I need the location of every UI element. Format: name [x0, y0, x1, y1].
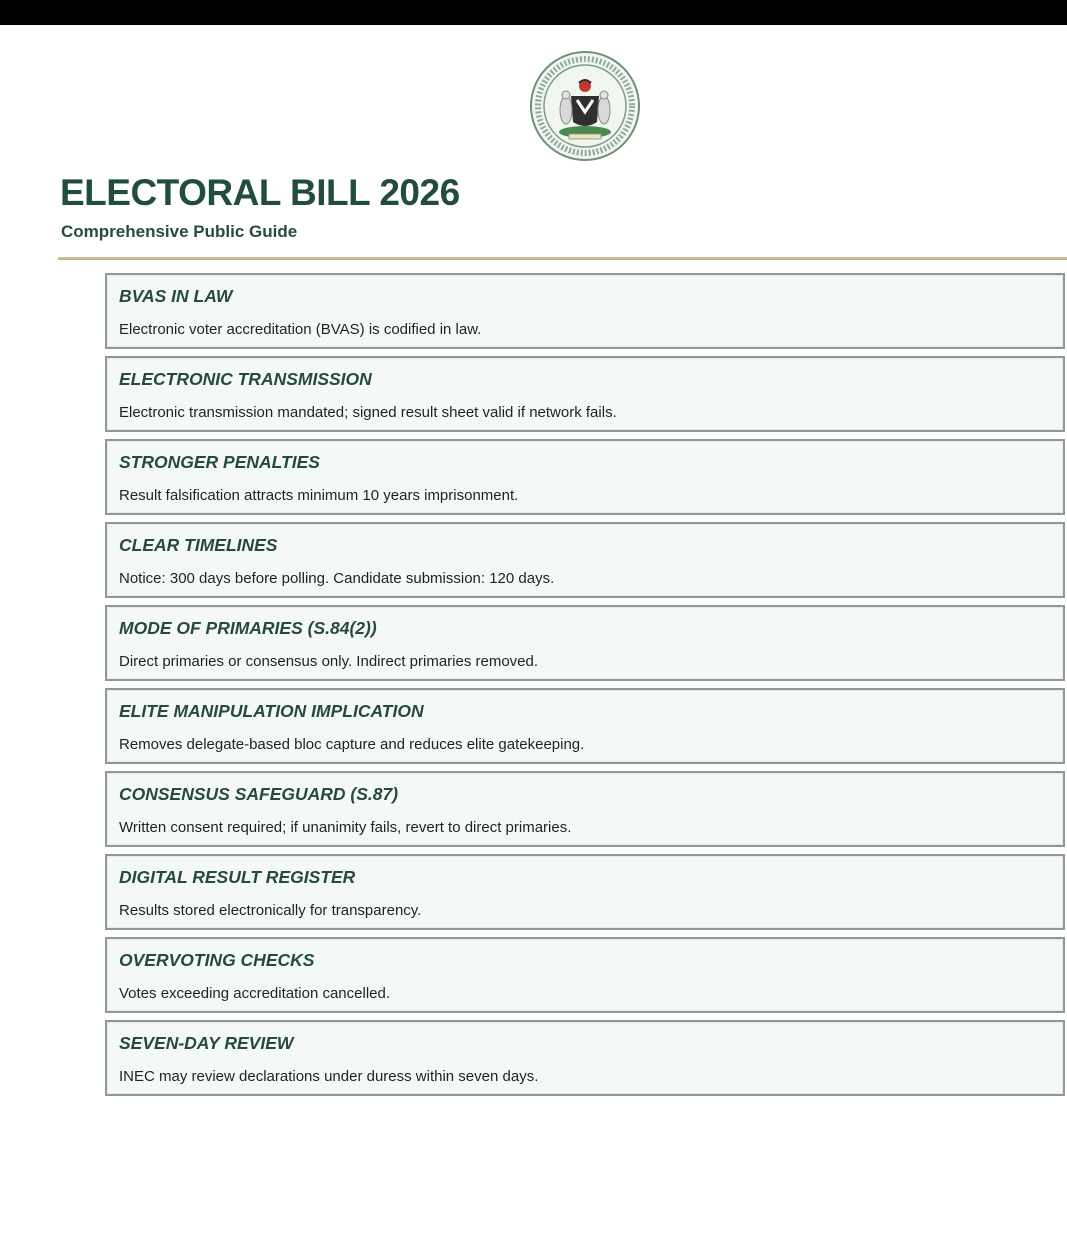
document-subtitle: Comprehensive Public Guide	[61, 222, 298, 241]
section-text: Electronic voter accreditation (BVAS) is codified in law.	[119, 321, 482, 338]
section-list	[105, 273, 1065, 1103]
section-heading: DIGITAL RESULT REGISTER	[119, 867, 356, 887]
section-heading: MODE OF PRIMARIES (S.84(2))	[119, 618, 377, 638]
section-text: Result falsification attracts minimum 10 years imprisonment.	[119, 487, 519, 504]
section-heading: CONSENSUS SAFEGUARD (S.87)	[119, 784, 399, 804]
document-title: ELECTORAL BILL 2026	[60, 172, 460, 213]
section-card-stronger-penalties	[105, 439, 1065, 515]
title-divider	[58, 257, 1067, 260]
section-text: Notice: 300 days before polling. Candidate submission: 120 days.	[119, 570, 555, 587]
section-text: Results stored electronically for transparency.	[119, 902, 422, 919]
section-text: Removes delegate-based bloc capture and reduces elite gatekeeping.	[119, 736, 585, 753]
section-text: Votes exceeding accreditation cancelled.	[119, 985, 391, 1002]
section-card-consensus-safeguard	[105, 771, 1065, 847]
section-text: Written consent required; if unanimity fails, revert to direct primaries.	[119, 819, 572, 836]
section-card-overvoting-checks	[105, 937, 1065, 1013]
section-heading: BVAS IN LAW	[119, 286, 233, 306]
section-card-digital-result-register	[105, 854, 1065, 930]
section-heading: ELECTRONIC TRANSMISSION	[119, 369, 372, 389]
section-card-clear-timelines	[105, 522, 1065, 598]
section-heading: CLEAR TIMELINES	[119, 535, 278, 555]
section-text: Electronic transmission mandated; signed result sheet valid if network fails.	[119, 404, 617, 421]
section-card-bvas-in-law	[105, 273, 1065, 349]
house-of-representatives-seal-icon	[529, 50, 641, 162]
section-heading: STRONGER PENALTIES	[119, 452, 320, 472]
section-text: INEC may review declarations under duress within seven days.	[119, 1068, 539, 1085]
section-heading: ELITE MANIPULATION IMPLICATION	[119, 701, 424, 721]
top-black-bar	[0, 0, 1067, 25]
section-text: Direct primaries or consensus only. Indirect primaries removed.	[119, 653, 539, 670]
section-heading: OVERVOTING CHECKS	[119, 950, 315, 970]
section-card-electronic-transmission	[105, 356, 1065, 432]
section-heading: SEVEN-DAY REVIEW	[119, 1033, 294, 1053]
section-card-elite-manipulation-implication	[105, 688, 1065, 764]
section-card-mode-of-primaries	[105, 605, 1065, 681]
section-card-seven-day-review	[105, 1020, 1065, 1096]
